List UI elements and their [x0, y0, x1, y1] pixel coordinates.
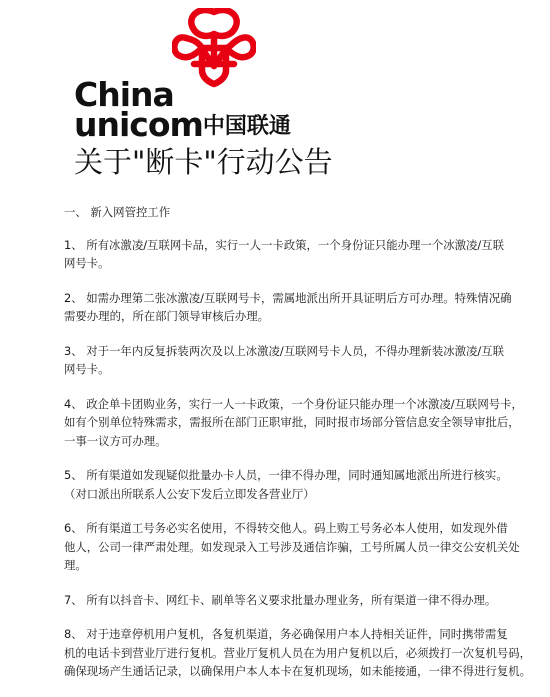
notice-line: 6、 所有渠道工号务必实名使用，不得转交他人。码上购工号务必本人使用，如发现外借 [64, 521, 508, 535]
brand-unicom-text: unicom [74, 105, 203, 144]
page-title: 关于"断卡"行动公告 [74, 145, 333, 179]
section-heading: 一、 新入网管控工作 [64, 205, 171, 219]
notice-line: 需要办理的，所在部门领导审核后办理。 [64, 309, 270, 323]
notice-item [64, 395, 523, 451]
notice-line: 网号卡。 [64, 256, 110, 270]
brand-chinese-name: 中国联通 [202, 114, 291, 139]
notice-line: 4、 政企单卡团购业务，实行一人一卡政策，一个身份证只能办理一个冰激凌/互联网号卡， [64, 396, 523, 411]
brand-line-china: China [74, 75, 174, 114]
notice-items [64, 236, 532, 681]
china-unicom-logo [74, 8, 334, 144]
notice-line: 一事一议方可办理。 [64, 433, 167, 448]
notice-line: 7、 所有以抖音卡、网红卡、刷单等名义要求批量办理业务，所有渠道一律不得办理。 [64, 592, 497, 607]
notice-item [64, 519, 520, 575]
china-knot-icon [172, 8, 256, 88]
notice-item [64, 289, 514, 326]
notice-line: 确保现场产生通话记录，以确保用户本人本卡在复机现场，如未能接通，一律不得进行复机。 [64, 664, 532, 678]
notice-item [64, 466, 514, 503]
notice-item [64, 236, 514, 273]
brand-wordmark [74, 75, 291, 144]
notice-line: 2、 如需办理第二张冰激凌/互联网号卡，需属地派出所开具证明后方可办理。特殊情况确 [64, 290, 512, 305]
notice-line: 5、 所有渠道如发现疑似批量办卡人员，一律不得办理，同时通知属地派出所进行核实。 [64, 468, 508, 482]
notice-line: 机的电话卡到营业厅进行复机。营业厅复机人员在为用户复机以后，必须拨打一次复机号码， [64, 645, 532, 660]
notice-line: 8、 对于违章停机用户复机，各复机渠道，务必确保用户本人持相关证件，同时携带需复 [64, 627, 508, 641]
notice-item [64, 342, 514, 379]
notice-line: （对口派出所联系人公安下发后立即发各营业厅） [64, 486, 315, 501]
notice-line: 如有个别单位特殊需求，需报所在部门正职审批，同时报市场部分管信息安全领导审批后， [64, 415, 520, 429]
notice-line: 网号卡。 [64, 362, 110, 376]
notice-line: 1、 所有冰激凌/互联网卡品，实行一人一卡政策，一个身份证只能办理一个冰激凌/互联 [64, 237, 504, 252]
notice-line: 他人，公司一律严肃处理。如发现录入工号涉及通信诈骗，工号所属人员一律交公安机关处 [64, 539, 520, 554]
notice-item [64, 591, 514, 610]
notice-body [64, 203, 532, 697]
notice-item [64, 625, 532, 681]
notice-line: 3、 对于一年内反复拆装两次及以上冰激凌/互联网号卡人员，不得办理新装冰激凌/互联 [64, 343, 504, 358]
brand-line-unicom [74, 105, 291, 144]
notice-line: 理。 [64, 558, 87, 572]
